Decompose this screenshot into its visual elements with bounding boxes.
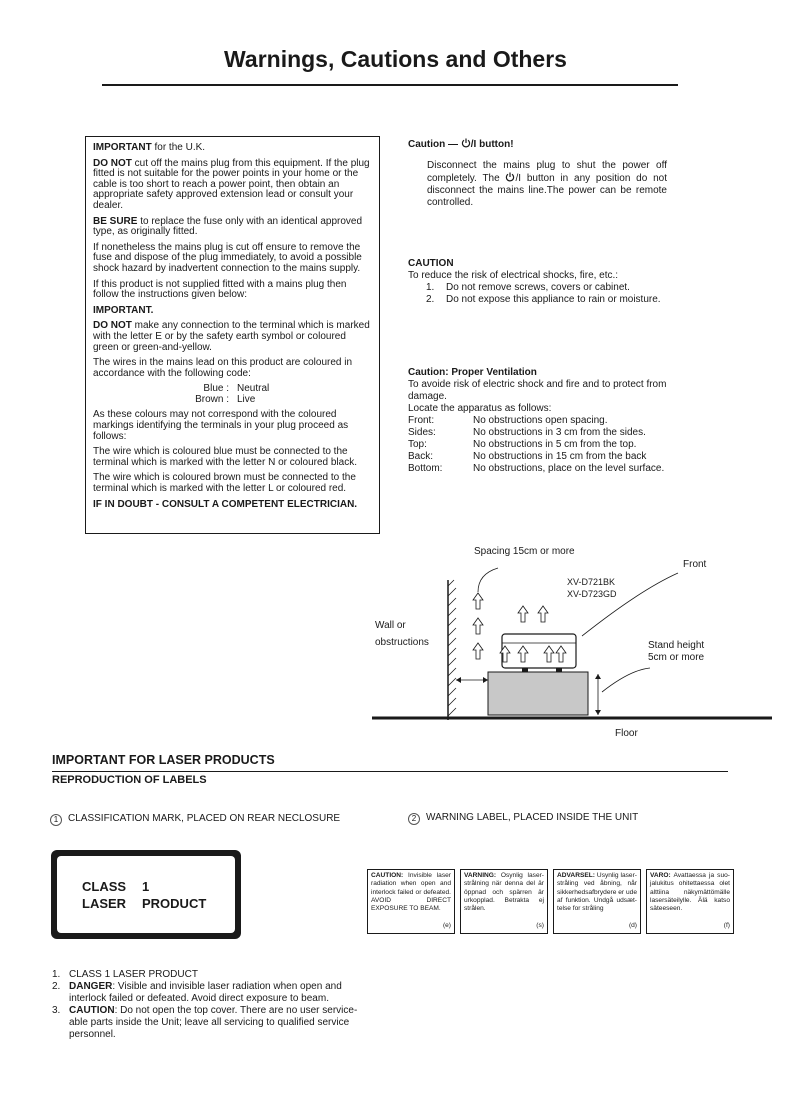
warning-label-finnish: VARO: Avattaessa ja suo-jalukitus ohitettaessa olet alttiina näkymättömälle lasersäteilylle. Älä katso säteeseen. (f) [646, 869, 734, 934]
ventilation-locate: Locate the apparatus as follows: [408, 403, 552, 414]
class-number: 1 [142, 879, 150, 894]
uk-p6: IMPORTANT. [93, 304, 154, 316]
title-rule [102, 84, 678, 86]
uk-p5: If this product is not supplied fitted with a mains plug then follow the instructions given below: [93, 278, 347, 301]
power-icon [505, 172, 515, 182]
caution-section [408, 258, 661, 306]
warning-label-danish: ADVARSEL: Usynlig laser-stråling ved åbning, når sikkerhedsafbrydere er ude af funktion. Undgå udsæt-telse for stråling (d) [553, 869, 641, 934]
uk-p7: DO NOT make any connection to the terminal which is marked with the letter E or by the safety earth symbol or coloured green or green-and-yellow. [93, 320, 370, 353]
laser-rule [52, 771, 728, 772]
stand-label-2: 5cm or more [648, 652, 705, 663]
uk-p3: BE SURE to replace the fuse only with an identical approved type, as originally fitted. [93, 215, 363, 238]
spacing-label: Spacing 15cm or more [474, 546, 575, 557]
ventilation-row: Bottom: No obstructions, place on the level surface. [408, 463, 665, 474]
warning-label-caption: 2 WARNING LABEL, PLACED INSIDE THE UNIT [408, 812, 638, 825]
uk-p12: IF IN DOUBT - CONSULT A COMPETENT ELECTRICIAN. [93, 498, 358, 510]
laser-note: 3. CAUTION: Do not open the top cover. There are no user service-able parts inside the Unit; leave all servicing to qualified service personnel. [52, 1005, 358, 1040]
laser-notes [52, 969, 372, 1041]
front-label: Front [683, 559, 707, 570]
ventilation-row: Front: No obstructions open spacing. [408, 415, 608, 426]
power-icon [461, 138, 471, 148]
uk-important-box [85, 136, 380, 534]
floor-label: Floor [615, 728, 638, 739]
laser-note: 2. DANGER: Visible and invisible laser radiation when open and interlock failed or defeated. Avoid direct exposure to beam. [52, 981, 342, 1004]
laser-heading: IMPORTANT FOR LASER PRODUCTS [52, 753, 275, 767]
model-label-2: XV-D723GD [567, 589, 617, 599]
circled-number-1: 1 [50, 814, 62, 826]
circled-number-2: 2 [408, 813, 420, 825]
caution-button-heading: Caution — /I button! [408, 139, 514, 150]
ventilation-heading: Caution: Proper Ventilation [408, 367, 537, 378]
ventilation-row: Sides: No obstructions in 3 cm from the sides. [408, 427, 646, 438]
wall-label-2: obstructions [375, 637, 429, 648]
ventilation-section [408, 367, 683, 475]
warning-label-swedish: VARNING: Osynlig laser-strålning när denna del är öppnad och spärren är urkopplad. Betrakta ej strålen. (s) [460, 869, 548, 934]
class1-laser-label [51, 850, 241, 939]
caution-button-body: Disconnect the mains plug to shut the power off completely. The /I button in any position do not disconnect the mains line.The power can be remote controlled. [427, 160, 667, 208]
uk-p10: The wire which is coloured blue must be connected to the terminal which is marked with the letter N or coloured black. [93, 446, 357, 468]
uk-p9: As these colours may not correspond with the coloured markings identifying the terminals in your plug proceed as follows: [93, 409, 349, 442]
uk-p1: IMPORTANT for the U.K. [93, 142, 206, 153]
laser-subheading: REPRODUCTION OF LABELS [52, 774, 207, 786]
ventilation-row: Back: No obstructions in 15 cm from the back [408, 451, 647, 462]
page-title: Warnings, Cautions and Others [224, 46, 567, 72]
caution-item: 2. Do not expose this appliance to rain or moisture. [426, 294, 661, 305]
warning-label-english: CAUTION: Invisible laser radiation when open and interlock failed or defeated. AVOID DIRECT EXPOSURE TO BEAM. (e) [367, 869, 455, 934]
stand-label-1: Stand height [648, 640, 705, 651]
class-word: CLASS [82, 879, 127, 894]
wall-label-1: Wall or [375, 620, 406, 631]
warning-labels [367, 869, 734, 934]
model-label-1: XV-D721BK [567, 577, 616, 587]
caution-heading: CAUTION [408, 258, 454, 269]
caution-item: 1. Do not remove screws, covers or cabinet. [426, 282, 630, 293]
uk-p2: DO NOT cut off the mains plug from this equipment. If the plug fitted is not suitable for the power points in your home or the cable is too short to reach a power point, then obtain an appropriate safety approved extension lead or consult your dealer. [93, 157, 370, 211]
uk-p8: The wires in the mains lead on this product are coloured in accordance with the following code: [93, 357, 353, 379]
ventilation-row: Top: No obstructions in 5 cm from the top. [408, 439, 637, 450]
laser-note: 1. CLASS 1 LASER PRODUCT [52, 969, 198, 980]
caution-intro: To reduce the risk of electrical shocks, fire, etc.: [408, 270, 619, 281]
ventilation-intro: To avoide risk of electric shock and fire and to protect from damage. [408, 379, 667, 402]
classification-mark-caption: 1 CLASSIFICATION MARK, PLACED ON REAR NECLOSURE [50, 813, 340, 826]
uk-p11: The wire which is coloured brown must be connected to the terminal which is marked with the letter L or coloured red. [93, 472, 356, 495]
wire-code-table: Blue : Neutral Brown : Live [195, 383, 270, 405]
uk-p4: If nonetheless the mains plug is cut off ensure to remove the fuse and dispose of the plug immediately, to avoid a possible shock hazard by inadvertent connection to the mains supply. [93, 241, 362, 274]
laser-word: LASER [82, 896, 127, 911]
product-word: PRODUCT [142, 896, 207, 911]
ventilation-diagram [360, 540, 780, 745]
